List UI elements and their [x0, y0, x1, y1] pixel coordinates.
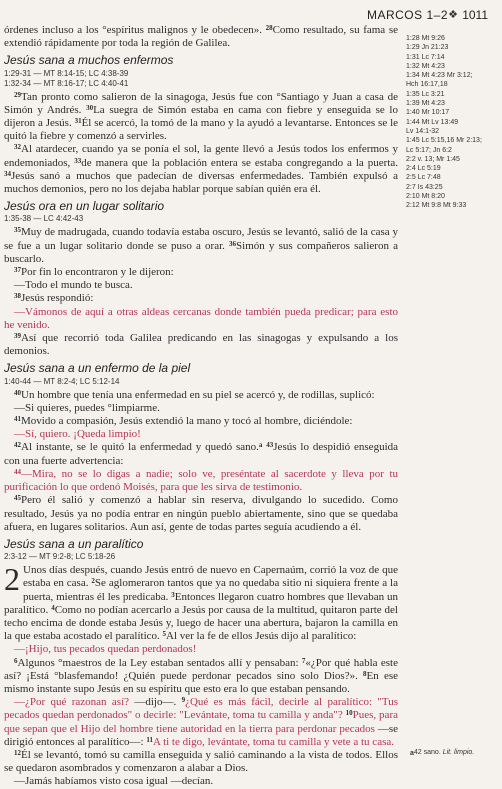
paragraph	[4, 266, 398, 279]
section-heading: Jesús sana a un paralítico	[4, 536, 144, 551]
words-of-jesus: —¿Por qué razonan así?	[14, 696, 130, 709]
verse-text: Muy de madrugada, cuando todavía estaba oscuro, Jesús se levantó, salió de la casa y se fue a un lugar solitario donde se puso a orar.	[4, 226, 398, 252]
verse-text: Al atardecer, cuando ya se ponía el sol, la gente llevó a Jesús todos los enfermos y endemoniados,	[4, 143, 398, 169]
page-number: 1011	[462, 8, 488, 22]
parallel-ref: 2:3-12 — MT 9:2-8; LC 5:18-26	[4, 552, 116, 562]
page-header	[0, 4, 502, 24]
verse-text: Se aglomeraron tantos que ya no quedaba sitio ni siquiera frente a la puerta, mientras él les predicaba.	[23, 577, 398, 603]
parallel-ref: 1:29-31 — MT 8:14-15; LC 4:38-39	[4, 68, 129, 78]
verse-text: Así que recorrió toda Galilea predicando en las sinagogas y expulsando a los demonios.	[4, 332, 398, 358]
verse-number: 38	[14, 292, 21, 301]
cross-reference-column	[406, 34, 498, 211]
verse-text: Por fin lo encontraron y le dijeron:	[21, 266, 174, 279]
cross-ref[interactable]: 2:10 Mt 8:20	[406, 193, 445, 201]
cross-ref[interactable]: 1:40 Mr 10:17	[406, 109, 450, 117]
main-text-column	[4, 24, 398, 789]
verse-number: 2	[91, 577, 95, 586]
cross-ref[interactable]: 2:12 Mt 9:8 Mt 9:33	[406, 202, 467, 210]
paragraph	[4, 561, 398, 643]
parallel-refs	[4, 69, 398, 89]
words-of-jesus: —Vámonos de aquí a otras aldeas cercanas donde también pueda predicar; para esto he venido.	[4, 305, 398, 331]
verse-number: 43	[266, 441, 274, 450]
verse-number: 34	[4, 169, 11, 178]
verse-text: Al instante, se le quitó la enfermedad y quedó sano.	[21, 441, 259, 454]
verse-number: 11	[146, 735, 153, 744]
verse-number: 31	[74, 117, 82, 126]
verse-text: Simón y sus compañeros salieron a buscarlo.	[4, 239, 398, 265]
verse-number: 7	[301, 656, 306, 665]
cross-ref[interactable]: 1:34 Mt 4:23 Mr 3:12;	[406, 72, 473, 80]
cross-ref[interactable]: 1:29 Jn 21:23	[406, 44, 449, 52]
words-of-jesus: A ti te digo, levántate, toma tu camilla y vete a tu casa.	[152, 735, 394, 748]
cross-ref[interactable]: 1:32 Mt 4:23	[406, 62, 445, 70]
paragraph	[4, 24, 398, 50]
cross-ref[interactable]: 2:7 Is 43:25	[406, 183, 443, 191]
paragraph	[4, 749, 398, 775]
paragraph	[4, 91, 398, 144]
cross-ref[interactable]: 2:2 v. 13; Mr 1:45	[406, 155, 460, 163]
paragraph	[4, 226, 398, 266]
footnote-text: 42 sano.	[413, 749, 443, 756]
footnote-marker[interactable]: a	[258, 441, 263, 450]
words-of-jesus: —¡Hijo, tus pecados quedan perdonados!	[14, 643, 197, 656]
section-heading: Jesús sana a muchos enfermos	[4, 53, 174, 68]
verse-number: 8	[363, 669, 367, 678]
verse-text: Al ver la fe de ellos Jesús dijo al paralítico:	[166, 630, 357, 643]
cross-ref[interactable]: 1:31 Lc 7:14	[406, 53, 445, 61]
verse-number: 10	[345, 709, 353, 718]
verse-text: Unos días después, cuando Jesús entró de nuevo en Capernaúm, corrió la voz de que estaba en casa.	[23, 564, 398, 590]
verse-number: 37	[14, 266, 21, 275]
cross-ref[interactable]: Lc 5:17; Jn 6:2	[406, 146, 452, 154]
verse-text: Movido a compasión, Jesús extendió la mano y tocó al hombre, diciéndole:	[21, 415, 353, 428]
verse-text: Jesús sanó a muchos que padecían de diversas enfermedades. También expulsó a muchos demonios, pero no los dejaba hablar porque sabían quién era él.	[4, 169, 398, 196]
footnote-marker: a	[410, 750, 414, 757]
verse-text: —se dirigió entonces al paralítico—:	[4, 722, 398, 748]
verse-text: Él se acercó, la tomó de la mano y la ayudó a levantarse. Entonces se le quitó la fiebre y comenzó a servirles.	[4, 117, 399, 143]
verse-number: 41	[14, 415, 21, 424]
verse-text: Pero él salió y comenzó a hablar sin reserva, divulgando lo sucedido. Como resultado, Jesús ya no podía entrar en ningún pueblo abiertamente, sino que se quedaba afuera, en lugares solitarios. Aun así, gente de todas partes seguía acudiendo a él.	[4, 494, 398, 533]
parallel-ref: 1:40-44 — MT 8:2-4; LC 5:12-14	[4, 376, 120, 386]
dialogue-line: —Jamás habíamos visto cosa igual —decían.	[14, 775, 214, 788]
verse-number: 40	[14, 388, 21, 397]
verse-text: Él se levantó, tomó su camilla enseguida y salió caminando a la vista de todos. Ellos se quedaron asombrados y comenzaron a alabar a Dios.	[4, 748, 398, 775]
dialogue-line: —Si quieres, puedes °limpiarme.	[14, 401, 160, 414]
verse-number: 5	[162, 630, 167, 639]
verse-number: 4	[51, 603, 55, 612]
paragraph	[4, 441, 398, 467]
cross-ref[interactable]: 1:39 Mt 4:23	[406, 100, 445, 108]
verse-number: 33	[74, 156, 82, 165]
cross-ref[interactable]: Hch 16:17,18	[406, 81, 448, 89]
verse-number: 6	[14, 656, 18, 665]
cross-ref[interactable]: Lv 14:1-32	[406, 127, 440, 135]
cross-ref[interactable]: 2:5 Lc 7:48	[406, 174, 441, 182]
cross-ref[interactable]: 1:44 Mt Lv 13:49	[406, 118, 459, 126]
verse-text: La suegra de Simón estaba en cama con fiebre y enseguida se lo dijeron a Jesús.	[4, 103, 398, 130]
cross-ref[interactable]: 2:4 Lc 5:19	[406, 165, 441, 173]
verse-text: órdenes incluso a los °espíritus malignos y le obedecen».	[4, 24, 266, 36]
verse-number: 28	[265, 24, 273, 32]
verse-text: Algunos °maestros de la Ley estaban sentados allí y pensaban:	[17, 656, 302, 669]
verse-text: En ese mismo instante supo Jesús en su espíritu que esto era lo que estaban pensando.	[4, 669, 399, 695]
paragraph	[4, 657, 398, 697]
verse-text: de manera que la población entera se estaba congregando a la puerta.	[81, 156, 399, 169]
verse-text: Un hombre que tenía una enfermedad en su piel se acercó y, de rodillas, suplicó:	[21, 388, 375, 401]
verse-text: —dijo—.	[129, 696, 182, 709]
verse-text: Como no podían acercarlo a Jesús por causa de la multitud, quitaron parte del techo encima de donde estaba Jesús y, luego de hacer una abertura, bajaron la camilla en la que estaba acostado el paralítico.	[4, 603, 398, 643]
verse-number: 42	[14, 441, 21, 450]
footnote-literal: Lit. limpio.	[442, 749, 475, 756]
verse-number: 9	[181, 696, 186, 705]
words-of-jesus: —Sí, quiero. ¡Queda limpio!	[14, 428, 141, 441]
chapter-number: 2	[4, 561, 20, 598]
paragraph	[4, 143, 398, 196]
verse-text: Jesús respondió:	[21, 292, 94, 305]
verse-number: 30	[86, 103, 94, 112]
verse-number: 3	[171, 590, 175, 599]
verse-text: «¿Por qué habla este así? ¡Está °blasfemando! ¿Quién puede perdonar pecados sino solo Dios?».	[4, 656, 398, 682]
verse-number: 29	[14, 90, 21, 99]
verse-text: Como resultado, su fama se extendió rápidamente por toda la región de Galilea.	[4, 24, 398, 50]
verse-number: 32	[14, 143, 21, 152]
verse-text: Entonces llegaron cuatro hombres que llevaban un paralítico.	[4, 590, 398, 616]
footnote	[410, 749, 500, 758]
words-of-jesus	[4, 468, 398, 494]
verse-number: 44	[14, 467, 21, 476]
paragraph	[4, 696, 398, 749]
cross-ref[interactable]: 1:28 Mt 9:26	[406, 35, 445, 42]
verse-number: 35	[14, 226, 21, 235]
paragraph	[4, 389, 398, 402]
paragraph	[4, 292, 398, 305]
verse-text: —Mira, no se lo digas a nadie; solo ve, preséntate al sacerdote y lleva por tu purificación lo que ordenó Moisés, para que les sirva de testimonio.	[4, 467, 398, 494]
parallel-ref: 1:32-34 — MT 8:16-17; LC 4:40-41	[4, 78, 129, 88]
verse-number: 36	[229, 239, 237, 248]
paragraph	[4, 332, 398, 358]
cross-ref[interactable]: 1:35 Lc 3:21	[406, 90, 445, 98]
parallel-ref: 1:35-38 — LC 4:42-43	[4, 214, 84, 224]
paragraph	[4, 415, 398, 428]
words-of-jesus: ¿Qué es más fácil, decirle al paralítico: "Tus pecados quedan perdonados" o decirle: "Levántate, toma tu camilla y anda"?	[4, 696, 398, 722]
section-heading: Jesús ora en un lugar solitario	[4, 199, 165, 214]
running-head: MARCOS 1–2	[366, 8, 448, 22]
words-of-jesus: Pues, para que sepan que el Hijo del hombre tiene autoridad en la tierra para perdonar pecados	[4, 709, 398, 735]
section-heading: Jesús sana a un enfermo de la piel	[4, 361, 191, 376]
ornament-icon: ❖	[448, 9, 458, 21]
dialogue-line: —Todo el mundo te busca.	[14, 279, 133, 292]
cross-ref[interactable]: 1:45 Lc 5:15,16 Mr 2:13;	[406, 137, 482, 145]
verse-text: Tan pronto como salieron de la sinagoga, Jesús fue con °Santiago y Juan a casa de Simón y Andrés.	[4, 90, 398, 116]
verse-number: 39	[14, 332, 21, 341]
paragraph	[4, 494, 398, 534]
verse-number: 45	[14, 494, 21, 503]
verse-number: 12	[14, 748, 21, 757]
verse-text: Jesús lo despidió enseguida con una fuerte advertencia:	[4, 441, 399, 467]
